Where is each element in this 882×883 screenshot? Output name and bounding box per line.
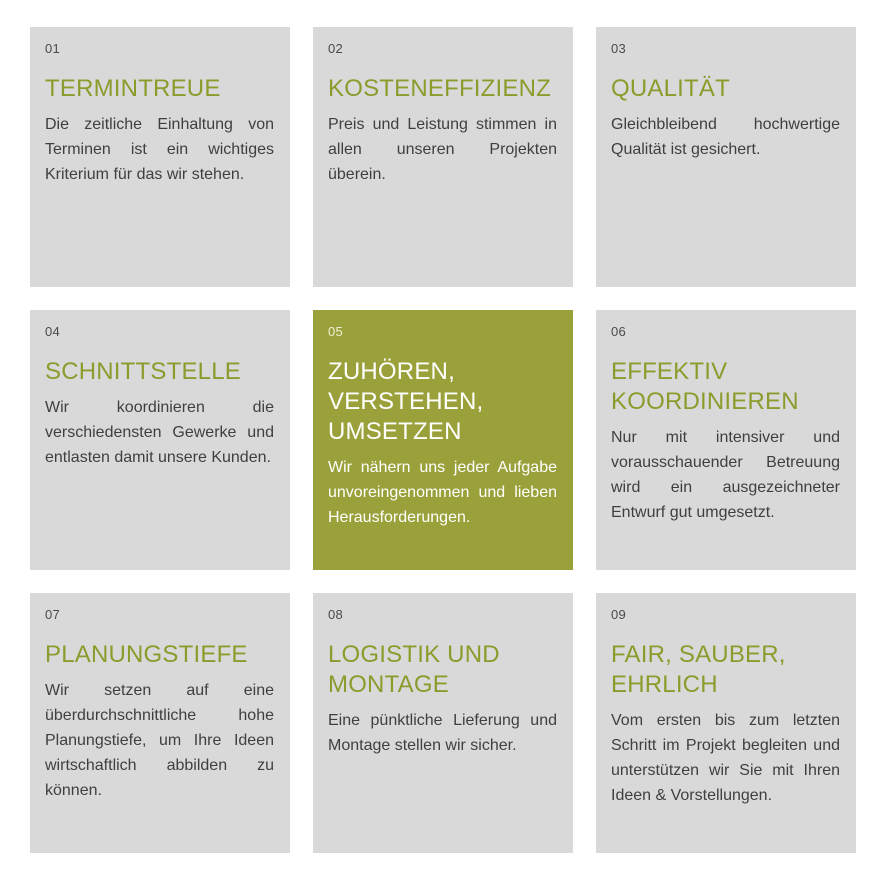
card-number: 05 [328,324,344,339]
card-title: SCHNITTSTELLE [45,358,241,385]
card-number: 07 [45,607,61,622]
card-text: Wir koordinieren die verschiedensten Gewerke und entlasten damit unsere Kunden. [45,399,274,466]
card-title: LOGISTIK UND MONTAGE [328,641,500,698]
card-number: 04 [45,324,61,339]
feature-card-qualitaet [596,27,856,287]
card-text: Gleichbleibend hochwertige Qualität ist gesichert. [611,116,840,158]
feature-card-termintreue [30,27,290,287]
card-title: PLANUNGSTIEFE [45,641,248,668]
feature-card-logistik-montage [313,593,573,853]
card-text: Die zeitliche Einhaltung von Terminen ist ein wichtiges Kriterium für das wir stehen. [45,116,274,183]
card-title: FAIR, SAUBER, EHRLICH [611,641,786,698]
card-number: 03 [611,41,627,56]
card-title: EFFEKTIV KOORDINIEREN [611,358,799,415]
feature-card-planungstiefe [30,593,290,853]
card-text: Wir setzen auf eine überdurchschnittliche hohe Planungstiefe, um Ihre Ideen wirtschaftlich abbilden zu können. [45,682,274,799]
feature-card-zuhoeren-highlighted [313,310,573,570]
feature-card-effektiv-koordinieren [596,310,856,570]
card-text: Wir nähern uns jeder Aufgabe unvoreingenommen und lieben Herausforderungen. [328,459,557,526]
card-title: KOSTENEFFIZIENZ [328,75,552,102]
card-number: 08 [328,607,344,622]
card-title: TERMINTREUE [45,75,221,102]
card-number: 01 [45,41,61,56]
card-text: Nur mit intensiver und vorausschauender Betreuung wird ein ausgezeichneter Entwurf gut umgesetzt. [611,429,840,521]
card-text: Eine pünktliche Lieferung und Montage stellen wir sicher. [328,712,557,754]
feature-card-kosteneffizienz [313,27,573,287]
card-number: 02 [328,41,344,56]
card-text: Preis und Leistung stimmen in allen unseren Projekten überein. [328,116,557,183]
card-number: 06 [611,324,627,339]
feature-card-schnittstelle [30,310,290,570]
card-title: ZUHÖREN, VERSTEHEN, UMSETZEN [328,358,484,445]
feature-grid [30,27,857,854]
card-title: QUALITÄT [611,75,730,102]
card-number: 09 [611,607,627,622]
card-text: Vom ersten bis zum letzten Schritt im Projekt begleiten und unterstützen wir Sie mit Ihren Ideen & Vorstellungen. [611,712,840,804]
feature-card-fair-sauber-ehrlich [596,593,856,853]
